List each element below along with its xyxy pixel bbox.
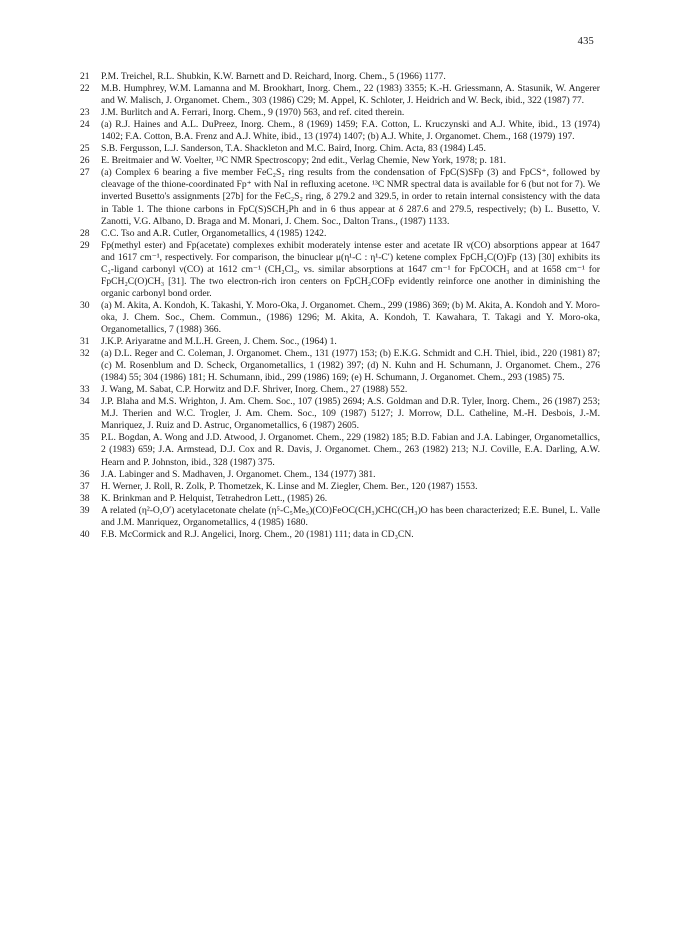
reference-text: K. Brinkman and P. Helquist, Tetrahedron Lett., (1985) 26. — [101, 492, 328, 504]
reference-number: 22 — [80, 83, 90, 95]
reference-item — [80, 83, 600, 107]
reference-number: 40 — [80, 528, 90, 540]
reference-item — [80, 143, 600, 155]
reference-item — [80, 336, 600, 348]
reference-item — [80, 167, 600, 227]
reference-item — [80, 155, 600, 167]
reference-number: 21 — [80, 71, 90, 82]
reference-number: 36 — [80, 468, 90, 480]
reference-item — [80, 481, 600, 493]
reference-number: 29 — [80, 239, 90, 251]
reference-text: Fp(methyl ester) and Fp(acetate) complexes exhibit moderately intense ester and acetate IR ν(CO) absorptions appear at 1647 and 1617 cm⁻¹, respectively. For comparison, the binuclear μ(η¹-C : η¹-C′) ketene complex FpCH₂C(O)Fp (13) [30] exhibits its C₂-ligand carbonyl ν(CO) at 1612 cm⁻¹ (CH₂Cl₂, vs. similar absorptions at 1647 cm⁻¹ for FpCOCH₃ and at 1658 cm⁻¹ for FpCH₂C(O)CH₃ [31]. The two electron-rich iron centers on FpCH₂COFp evidently reinforce one another in diminishing the organic carbonyl bond order. — [101, 239, 600, 299]
reference-item — [80, 432, 600, 468]
reference-item — [80, 529, 600, 541]
reference-item — [80, 119, 600, 143]
reference-item — [80, 240, 600, 300]
reference-number: 30 — [80, 299, 90, 311]
reference-text: E. Breitmaier and W. Voelter, ¹³C NMR Spectroscopy; 2nd edit., Verlag Chemie, New York, 1978; p. 181. — [101, 155, 507, 167]
reference-text: H. Werner, J. Roll, R. Zolk, P. Thometzek, K. Linse and M. Ziegler, Chem. Ber., 120 (1987) 1553. — [101, 480, 478, 492]
page-number: 435 — [577, 36, 594, 47]
reference-item — [80, 300, 600, 336]
reference-text: J.M. Burlitch and A. Ferrari, Inorg. Chem., 9 (1970) 563, and ref. cited therein. — [101, 107, 405, 119]
reference-text: J.P. Blaha and M.S. Wrighton, J. Am. Chem. Soc., 107 (1985) 2694; A.S. Goldman and D.R. Tyler, Inorg. Chem., 26 (1987) 253; M.J. Therien and W.C. Trogler, J. Am. Chem. Soc., 109 (1987) 5127; J. Morrow, D.L. Catheline, M.-H. Desbois, J.-M. Manriquez, J. Ruiz and D. Astruc, Organometallics, 6 (1987) 2605. — [101, 396, 600, 432]
reference-number: 35 — [80, 432, 90, 444]
reference-number: 39 — [80, 504, 90, 516]
reference-text: J. Wang, M. Sabat, C.P. Horwitz and D.F. Shriver, Inorg. Chem., 27 (1988) 552. — [101, 384, 408, 396]
reference-text: M.B. Humphrey, W.M. Lamanna and M. Brookhart, Inorg. Chem., 22 (1983) 3355; K.-H. Griessmann, A. Stasunik, W. Angerer and W. Malisch, J. Organomet. Chem., 303 (1986) C29; M. Appel, K. Schloter, J. Heidrich and W. Beck, ibid., 322 (1987) 77. — [101, 83, 600, 107]
reference-list — [80, 71, 600, 541]
reference-number: 23 — [80, 107, 90, 119]
reference-item — [80, 505, 600, 529]
reference-item — [80, 71, 600, 83]
reference-text: J.A. Labinger and S. Madhaven, J. Organomet. Chem., 134 (1977) 381. — [101, 468, 376, 480]
reference-number: 37 — [80, 480, 90, 492]
reference-text: P.M. Treichel, R.L. Shubkin, K.W. Barnett and D. Reichard, Inorg. Chem., 5 (1966) 1177. — [101, 71, 446, 82]
reference-item — [80, 493, 600, 505]
reference-text: (a) Complex 6 bearing a five member FeC₂S₂ ring results from the condensation of FpC(S)SFp (3) and FpCS⁺, followed by cleavage of the thione-coordinated Fp⁺ with NaI in refluxing acetone. ¹³C NMR spectral data is available for 6 (but not for 7). We inverted Busetto's assignments [27b] for the FeC₂S₂ ring, δ 279.2 and 329.5, in order to retain internal consistency with the data in Table 1. The thione carbons in FpC(S)SCH₂Ph and in 6 thus appear at δ 287.6 and 279.5, respectively; (b) L. Busetto, V. Zanotti, V.G. Albano, D. Braga and M. Monari, J. Chem. Soc., Dalton Trans., (1987) 1133. — [101, 167, 600, 227]
reference-text: A related (η²-O,O′) acetylacetonate chelate (η⁵-C₅Me₅)(CO)FeOC(CH₃)CHC(CH₃)O has been characterized; E.E. Bunel, L. Valle and J.M. Manriquez, Organometallics, 4 (1985) 1680. — [101, 504, 600, 528]
reference-text: J.K.P. Ariyaratne and M.L.H. Green, J. Chem. Soc., (1964) 1. — [101, 336, 337, 348]
reference-item — [80, 396, 600, 432]
reference-text: (a) D.L. Reger and C. Coleman, J. Organomet. Chem., 131 (1977) 153; (b) E.K.G. Schmidt and C.H. Thiel, ibid., 220 (1981) 87; (c) M. Rosenblum and D. Scheck, Organometallics, 1 (1982) 397; (d) N. Kuhn and H. Schumann, J. Organomet. Chem., 276 (1984) 55; 304 (1986) 181; H. Schumann, ibid., 299 (1986) 169; (e) H. Schumann, J. Organomet. Chem., 293 (1985) 75. — [101, 348, 600, 384]
reference-number: 33 — [80, 384, 90, 396]
reference-text: S.B. Fergusson, L.J. Sanderson, T.A. Shackleton and M.C. Baird, Inorg. Chim. Acta, 83 (1984) L45. — [101, 143, 486, 155]
reference-number: 31 — [80, 336, 90, 348]
reference-number: 34 — [80, 396, 90, 408]
reference-number: 26 — [80, 155, 90, 167]
reference-number: 32 — [80, 348, 90, 360]
reference-item — [80, 384, 600, 396]
reference-number: 25 — [80, 143, 90, 155]
reference-text: (a) R.J. Haines and A.L. DuPreez, Inorg. Chem., 8 (1969) 1459; F.A. Cotton, L. Kruczynski and A.J. White, ibid., 13 (1974) 1402; F.A. Cotton, B.A. Frenz and A.J. White, ibid., 13 (1974) 1407; (b) A.J. White, J. Organomet. Chem., 168 (1979) 197. — [101, 119, 600, 143]
reference-text: C.C. Tso and A.R. Cutler, Organometallics, 4 (1985) 1242. — [101, 227, 327, 239]
reference-text: P.L. Bogdan, A. Wong and J.D. Atwood, J. Organomet. Chem., 229 (1982) 185; B.D. Fabian and J.A. Labinger, Organometallics, 2 (1983) 659; J.A. Armstead, D.J. Cox and R. Davis, J. Organomet. Chem., 263 (1982) 213; N.J. Coville, E.A. Darling, A.W. Hearn and P. Johnston, ibid., 328 (1987) 375. — [101, 432, 600, 468]
reference-number: 28 — [80, 227, 90, 239]
reference-text: (a) M. Akita, A. Kondoh, K. Takashi, Y. Moro-Oka, J. Organomet. Chem., 299 (1986) 369; (b) M. Akita, A. Kondoh and Y. Moro-oka, J. Chem. Soc., Chem. Commun., (1986) 1296; M. Akita, A. Kondoh, T. Kawahara, T. Takagi and Y. Moro-oka, Organometallics, 7 (1988) 366. — [101, 299, 600, 335]
reference-item — [80, 348, 600, 384]
reference-number: 38 — [80, 492, 90, 504]
reference-item — [80, 469, 600, 481]
reference-number: 27 — [80, 167, 90, 179]
reference-text: F.B. McCormick and R.J. Angelici, Inorg. Chem., 20 (1981) 111; data in CD₃CN. — [101, 528, 414, 540]
reference-number: 24 — [80, 119, 90, 131]
reference-item — [80, 228, 600, 240]
reference-item — [80, 107, 600, 119]
